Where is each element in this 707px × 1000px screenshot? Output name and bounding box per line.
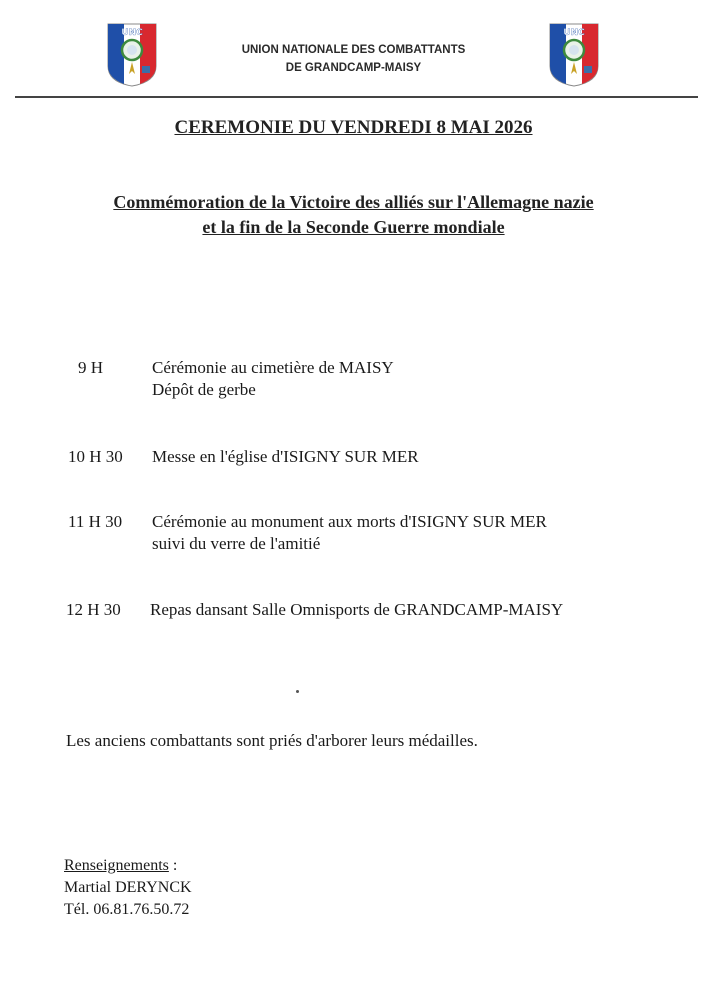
contact-phone: Tél. 06.81.76.50.72 [64,901,190,918]
organization-name [200,41,507,77]
schedule-line: suivi du verre de l'amitié [152,534,321,553]
contact-block [64,855,192,921]
contact-label-suffix: : [168,857,178,874]
contact-name: Martial DERYNCK [64,879,192,896]
schedule-description [152,357,394,401]
unc-logo-right [548,22,600,88]
schedule-description [152,446,419,468]
page-subtitle [30,190,677,240]
unc-logo-left [106,22,158,88]
schedule-description [150,599,563,621]
subtitle-line-2: et la fin de la Seconde Guerre mondiale [202,217,505,237]
subtitle-line-1: Commémoration de la Victoire des alliés sur l'Allemagne nazie [113,192,594,212]
org-line-2: DE GRANDCAMP-MAISY [285,62,422,74]
stray-dot [296,690,299,693]
page-title: CEREMONIE DU VENDREDI 8 MAI 2026 [174,117,533,138]
contact-label: Renseignements [64,857,169,874]
schedule-line: Dépôt de gerbe [152,380,256,399]
schedule-line: Cérémonie au cimetière de MAISY [152,358,394,377]
org-line-1: UNION NATIONALE DES COMBATTANTS [241,44,466,56]
logo-text-left: UNC [121,28,143,38]
logo-text-right: UNC [563,28,585,38]
medals-note: Les anciens combattants sont priés d'arborer leurs médailles. [66,731,478,750]
schedule-line: Repas dansant Salle Omnisports de GRANDCAMP-MAISY [150,600,564,619]
header-divider [15,96,698,98]
contact-label-line [64,855,192,877]
schedule-time: 9 H [78,358,104,377]
schedule-time: 12 H 30 [66,600,121,619]
schedule-description [152,511,547,555]
schedule-line: Messe en l'église d'ISIGNY SUR MER [152,447,419,466]
schedule-time: 10 H 30 [68,447,123,466]
schedule-line: Cérémonie au monument aux morts d'ISIGNY SUR MER [152,512,547,531]
schedule-time: 11 H 30 [68,512,123,531]
